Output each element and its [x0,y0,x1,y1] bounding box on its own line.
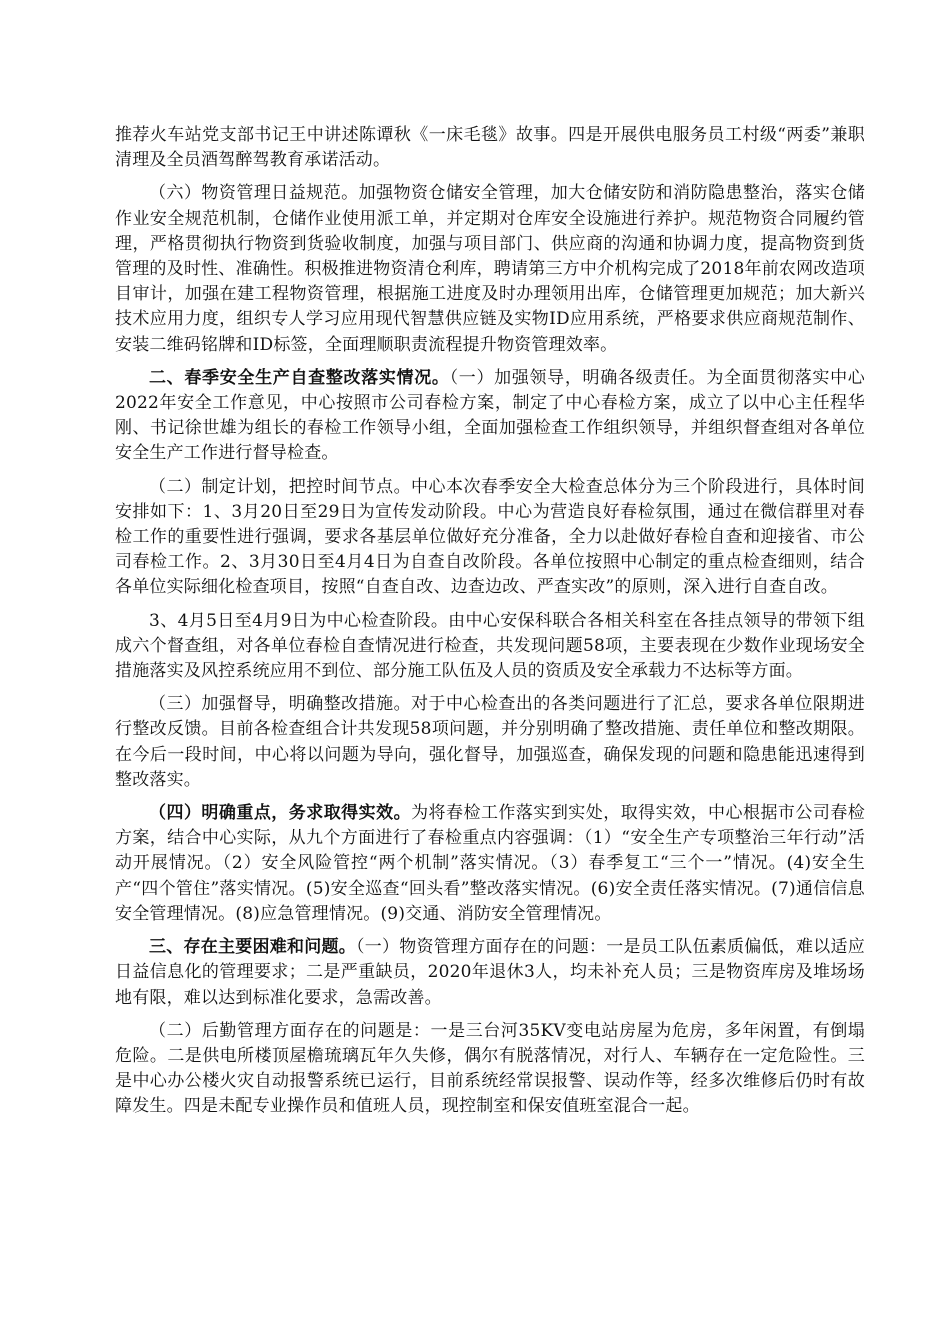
paragraph-inspection-stage [115,609,865,685]
paragraph-text: （一）物资管理方面存在的问题：一是员工队伍素质偏低，难以适应日益信息化的管理要求；二是严重缺员，2020年退休3人，均未补充人员；三是物资库房及堆场场地有限，难以达到标准化要求，急需改善。 [115,937,865,1008]
paragraph-problems-section [115,935,865,1011]
document-page [115,123,865,1128]
paragraph-supervision [115,692,865,793]
paragraph-materials-management [115,181,865,357]
paragraph-text: 推荐火车站党支部书记王中讲述陈谭秋《一床毛毯》故事。四是开展供电服务员工村级“两委”兼职清理及全员酒驾醉驾教育承诺活动。 [115,125,865,171]
paragraph-continuation [115,123,865,173]
paragraph-logistics-problems [115,1019,865,1120]
paragraph-text: （二）后勤管理方面存在的问题是：一是三台河35KV变电站房屋为危房，多年闲置，有倒塌危险。二是供电所楼顶屋檐琉璃瓦年久失修，偶尔有脱落情况，对行人、车辆存在一定危险性。三是中心办公楼火灾自动报警系统已运行，目前系统经常误报警、误动作等，经多次维修后仍时有故障发生。四是未配专业操作员和值班人员，现控制室和保安值班室混合一起。 [115,1020,865,1117]
paragraph-text: （一）加强领导，明确各级责任。为全面贯彻落实中心2022年安全工作意见，中心按照市公司春检方案，制定了中心春检方案，成立了以中心主任程华刚、书记徐世雄为组长的春检工作领导小组，全面加强检查工作组织领导，并组织督查组对各单位安全生产工作进行督导检查。 [115,367,865,464]
paragraph-text: （二）制定计划，把控时间节点。中心本次春季安全大检查总体分为三个阶段进行，具体时间安排如下：1、3月20日至29日为宣传发动阶段。中心为营造良好春检氛围，通过在微信群里对春检工作的重要性进行强调，要求各基层单位做好充分准备，全力以赴做好春检自查和迎接省、市公司春检工作。2、3月30日至4月4日为自查自改阶段。各单位按照中心制定的重点检查细则，结合各单位实际细化检查项目，按照“自查自改、边查边改、严查实改”的原则，深入进行自查自改。 [115,476,865,598]
section-heading: 三、存在主要困难和问题。 [149,937,357,958]
paragraph-text: 为将春检工作落实到实处，取得实效，中心根据市公司春检方案，结合中心实际，从九个方面进行了春检重点内容强调：（1）“安全生产专项整治三年行动”活动开展情况。（2）安全风险管控“两个机制”落实情况。（3）春季复工“三个一”情况。(4)安全生产“四个管住”落实情况。(5)安全巡查“回头看”整改落实情况。(6)安全责任落实情况。(7)通信信息安全管理情况。(8)应急管理情况。(9)交通、消防安全管理情况。 [115,803,866,924]
section-heading: 二、春季安全生产自查整改落实情况。 [149,367,450,388]
paragraph-text: （三）加强督导，明确整改措施。对于中心检查出的各类问题进行了汇总，要求各单位限期进行整改反馈。目前各检查组合计共发现58项问题，并分别明确了整改措施、责任单位和整改期限。在今后一段时间，中心将以问题为导向，强化督导，加强巡查，确保发现的问题和隐患能迅速得到整改落实。 [115,694,865,790]
paragraph-key-points [115,801,865,927]
paragraph-text: 3、4月5日至4月9日为中心检查阶段。由中心安保科联合各相关科室在各挂点领导的带领下组成六个督查组，对各单位春检自查情况进行检查，共发现问题58项，主要表现在少数作业现场安全措施落实及风控系统应用不到位、部分施工队伍及人员的资质及安全承载力不达标等方面。 [115,610,865,682]
paragraph-spring-safety-section [115,366,865,467]
section-heading: （四）明确重点，务求取得实效。 [149,803,412,824]
paragraph-plan-schedule [115,475,865,601]
paragraph-text: （六）物资管理日益规范。加强物资仓储安全管理，加大仓储安防和消防隐患整治，落实仓储作业安全规范机制，仓储作业使用派工单，并定期对仓库安全设施进行养护。规范物资合同履约管理，严格贯彻执行物资到货验收制度，加强与项目部门、供应商的沟通和协调力度，提高物资到货管理的及时性、准确性。积极推进物资清仓利库，聘请第三方中介机构完成了2018年前农网改造项目审计，加强在建工程物资管理，根据施工进度及时办理领用出库，仓储管理更加规范；加大新兴技术应用力度，组织专人学习应用现代智慧供应链及实物ID应用系统，严格要求供应商规范制作、安装二维码铭牌和ID标签，全面理顺职责流程提升物资管理效率。 [115,183,865,355]
